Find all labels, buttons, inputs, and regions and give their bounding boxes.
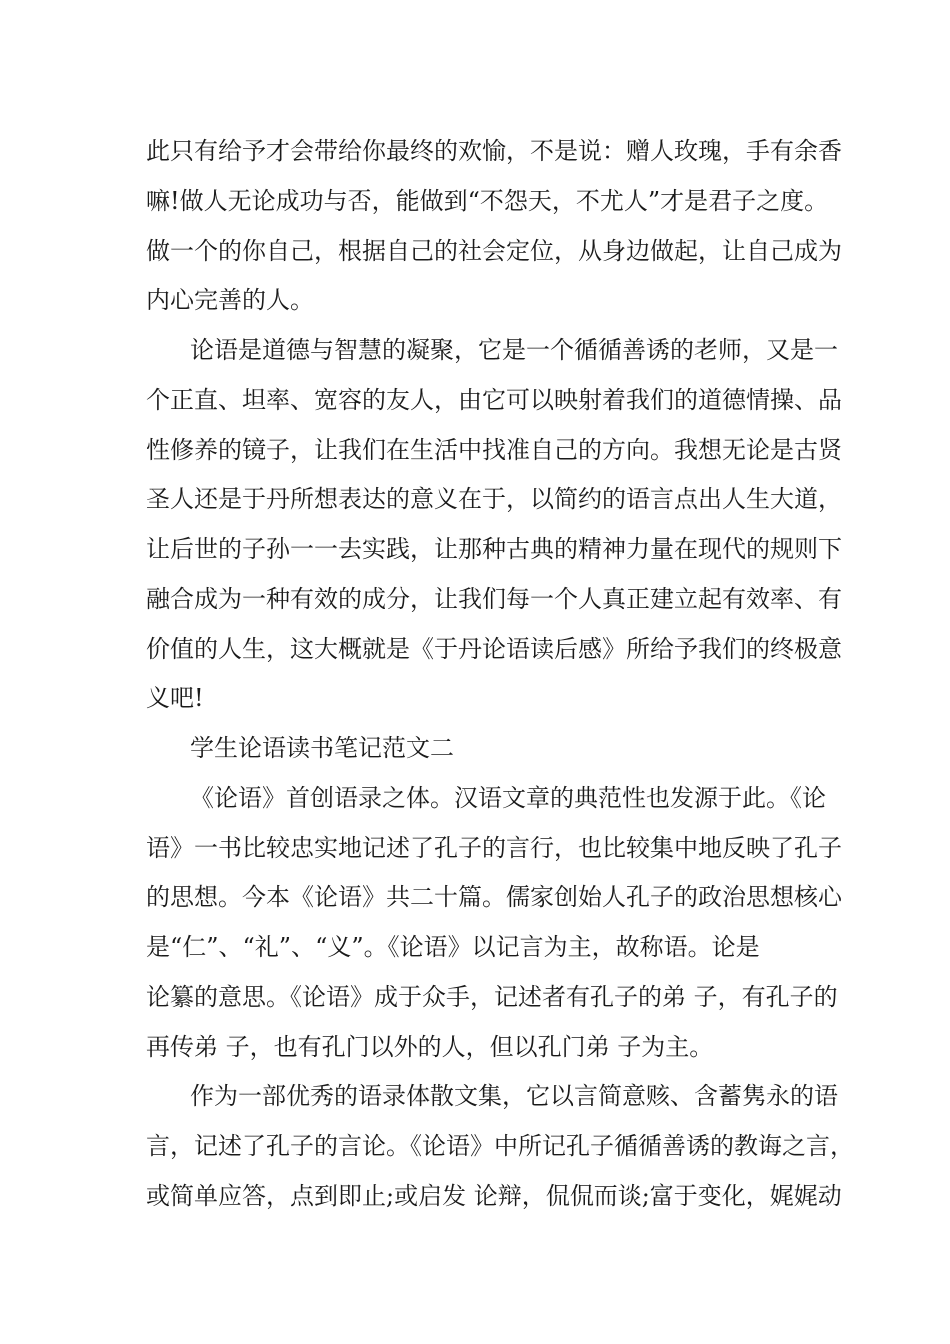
text-line: 义吧!: [146, 684, 204, 712]
text-line: 再传弟 子，也有孔门以外的人，但以孔门弟 子为主。: [146, 1033, 714, 1061]
paragraph-first-line: 作为一部优秀的语录体散文集，它以言简意赅、含蓄隽永的语: [190, 1082, 838, 1110]
text-line: 让后世的子孙一一去实践，让那种古典的精神力量在现代的规则下: [146, 535, 842, 563]
text-line: 或简单应答，点到即止;或启发 论辩，侃侃而谈;富于变化，娓娓动: [146, 1182, 842, 1210]
text-line: 语》一书比较忠实地记述了孔子的言行，也比较集中地反映了孔子: [146, 834, 842, 862]
text-line: 内心完善的人。: [146, 286, 314, 314]
text-line: 论纂的意思。《论语》成于众手，记述者有孔子的弟 子，有孔子的: [146, 983, 838, 1011]
paragraph-first-line: 论语是道德与智慧的凝聚，它是一个循循善诱的老师，又是一: [190, 336, 838, 364]
text-line: 融合成为一种有效的成分，让我们每一个人真正建立起有效率、有: [146, 585, 842, 613]
text-line: 言，记述了孔子的言论。《论语》中所记孔子循循善诱的教诲之言，: [146, 1132, 854, 1160]
text-line: 个正直、坦率、宽容的友人，由它可以映射着我们的道德情操、品: [146, 386, 842, 414]
section-heading: 学生论语读书笔记范文二: [190, 734, 454, 762]
text-line: 做一个的你自己，根据自己的社会定位，从身边做起，让自己成为: [146, 237, 842, 265]
text-line: 是“仁”、“礼”、“义”。《论语》以记言为主，故称语。论是: [146, 933, 760, 961]
text-line: 性修养的镜子，让我们在生活中找准自己的方向。我想无论是古贤: [146, 436, 842, 464]
paragraph-first-line: 《论语》首创语录之体。汉语文章的典范性也发源于此。《论: [190, 784, 826, 812]
text-line: 嘛!做人无论成功与否，能做到“不怨天，不尤人”才是君子之度。: [146, 187, 829, 215]
text-line: 的思想。今本《论语》共二十篇。儒家创始人孔子的政治思想核心: [146, 883, 842, 911]
text-line: 圣人还是于丹所想表达的意义在于，以简约的语言点出人生大道，: [146, 485, 842, 513]
text-line: 价值的人生，这大概就是《于丹论语读后感》所给予我们的终极意: [146, 635, 842, 663]
text-line: 此只有给予才会带给你最终的欢愉，不是说：赠人玫瑰，手有余香: [146, 137, 842, 165]
